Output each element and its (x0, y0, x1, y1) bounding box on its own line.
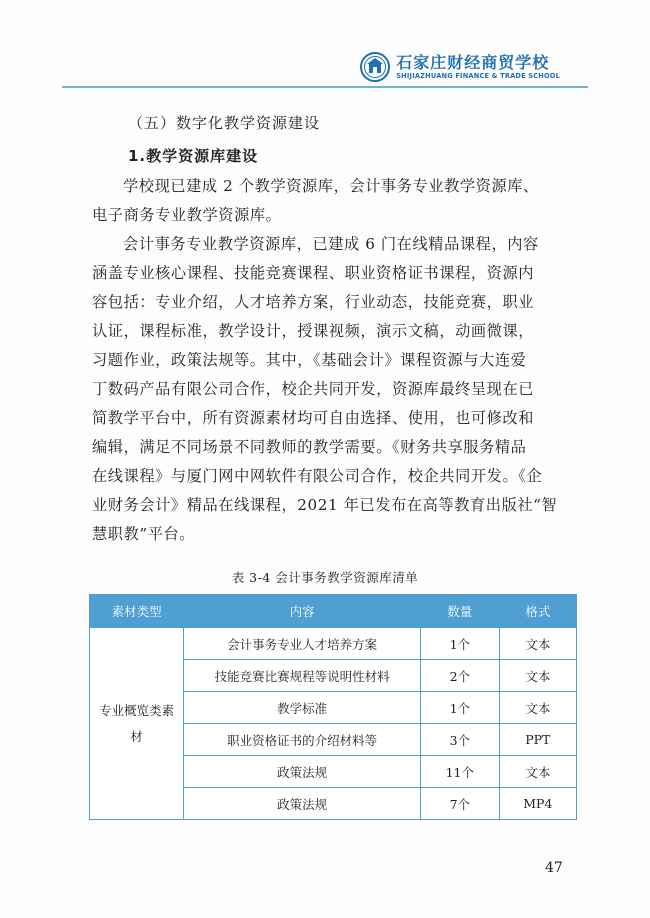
content-cell: 会计事务专业人才培养方案 (184, 628, 421, 660)
paragraph-line: 业财务会计》精品在线课程，2021 年已发布在高等教育出版社“智 (92, 496, 558, 514)
content-cell: 职业资格证书的介绍材料等 (184, 724, 421, 756)
format-cell: MP4 (499, 788, 576, 820)
quantity-cell: 7个 (420, 788, 499, 820)
content-cell: 教学标准 (184, 692, 421, 724)
quantity-cell: 1个 (420, 628, 499, 660)
format-cell: 文本 (499, 660, 576, 692)
header-divider (62, 86, 588, 88)
paragraph-line: 习题作业，政策法规等。其中，《基础会计》课程资源与大连爱 (92, 351, 527, 369)
paragraph-line: 电子商务专业教学资源库。 (92, 206, 282, 224)
paragraph-1 (92, 172, 562, 230)
content-cell: 政策法规 (184, 756, 421, 788)
header-format: 格式 (499, 595, 576, 628)
content-cell: 技能竞赛比赛规程等说明性材料 (184, 660, 421, 692)
paragraph-line: 涵盖专业核心课程、技能竞赛课程、职业资格证书课程，资源内 (92, 264, 535, 282)
school-emblem-icon (360, 52, 390, 82)
paragraph-line: 学校现已建成 2 个教学资源库，会计事务专业教学资源库、 (123, 177, 539, 195)
content-cell: 政策法规 (184, 788, 421, 820)
table-caption: 表 3-4 会计事务教学资源库清单 (231, 570, 419, 585)
header-quantity: 数量 (420, 595, 499, 628)
format-cell: 文本 (499, 756, 576, 788)
paragraph-line: 编辑，满足不同场景不同教师的教学需要。《财务共享服务精品 (92, 438, 527, 456)
paragraph-line: 容包括：专业介绍，人才培养方案，行业动态，技能竞赛，职业 (92, 293, 535, 311)
format-cell: 文本 (499, 692, 576, 724)
quantity-cell: 1个 (420, 692, 499, 724)
table-row (90, 628, 577, 660)
header-category: 素材类型 (90, 595, 184, 628)
school-logo (360, 50, 560, 84)
quantity-cell: 2个 (420, 660, 499, 692)
format-cell: 文本 (499, 628, 576, 660)
header-content: 内容 (184, 595, 421, 628)
paragraph-2 (92, 230, 562, 549)
page-number: 47 (545, 860, 563, 876)
sub-title: 1.教学资源库建设 (128, 147, 259, 165)
format-cell: PPT (499, 724, 576, 756)
school-name-cn: 石家庄财经商贸学校 (396, 52, 550, 72)
paragraph-line: 简教学平台中，所有资源素材均可自由选择、使用，也可修改和 (92, 409, 535, 427)
quantity-cell: 3个 (420, 724, 499, 756)
paragraph-line: 慧职教”平台。 (92, 525, 196, 543)
quantity-cell: 11个 (420, 756, 499, 788)
paragraph-line: 丁数码产品有限公司合作，校企共同开发，资源库最终呈现在已 (92, 380, 535, 398)
section-title: （五）数字化教学资源建设 (128, 114, 321, 132)
paragraph-line: 会计事务专业教学资源库，已建成 6 门在线精品课程，内容 (123, 235, 539, 253)
table-header-row (90, 595, 577, 628)
school-name-en: SHIJIAZHUANG FINANCE & TRADE SCHOOL (396, 71, 560, 80)
paragraph-line: 在线课程》与厦门网中网软件有限公司合作，校企共同开发。《企 (92, 467, 543, 485)
resource-table (89, 594, 577, 820)
category-cell: 专业概览类素材 (90, 628, 184, 820)
paragraph-line: 认证，课程标准，教学设计，授课视频，演示文稿，动画微课， (92, 322, 535, 340)
